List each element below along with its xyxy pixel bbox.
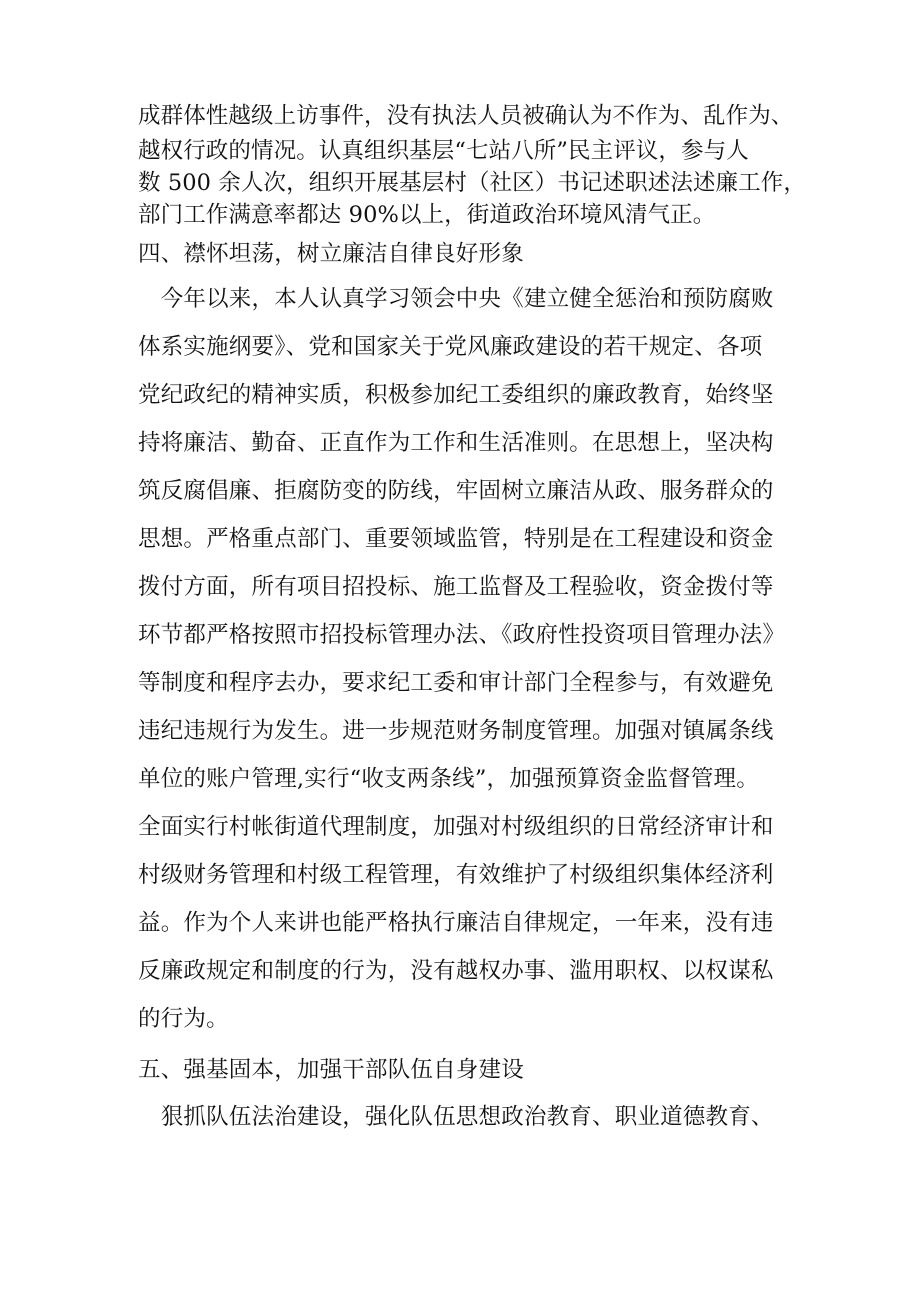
text-line: 村级财务管理和村级工程管理，有效维护了村级组织集体经济利: [138, 862, 774, 888]
text-line: 违纪违规行为发生。进一步规范财务制度管理。加强对镇属条线: [138, 718, 774, 744]
text-line: 益。作为个人来讲也能严格执行廉洁自律规定，一年来，没有违: [138, 910, 774, 936]
text-line: 越权行政的情况。认真组织基层“七站八所”民主评议，参与人: [138, 138, 749, 164]
text-line: 狠抓队伍法治建设，强化队伍思想政治教育、职业道德教育、: [138, 1104, 774, 1130]
text-line: 思想。严格重点部门、重要领域监管，特别是在工程建设和资金: [138, 526, 774, 552]
text-line: 筑反腐倡廉、拒腐防变的防线，牢固树立廉洁从政、服务群众的: [138, 478, 774, 504]
text-line: 体系实施纲要》、党和国家关于党风廉政建设的若干规定、各项: [138, 334, 763, 360]
text-line: 拨付方面，所有项目招投标、施工监督及工程验收，资金拨付等: [138, 574, 774, 600]
text-line: 环节都严格按照市招投标管理办法、《政府性投资项目管理办法》: [138, 622, 786, 648]
text-line: 数 500 余人次，组织开展基层村（社区）书记述职述法述廉工作，: [138, 170, 806, 196]
text-line: 的行为。: [138, 1006, 229, 1032]
text-line: 今年以来，本人认真学习领会中央《建立健全惩治和预防腐败: [138, 286, 774, 312]
text-line: 反廉政规定和制度的行为，没有越权办事、滥用职权、以权谋私: [138, 958, 774, 984]
text-line: 持将廉洁、勤奋、正直作为工作和生活准则。在思想上，坚决构: [138, 430, 774, 456]
text-line: 党纪政纪的精神实质，积极参加纪工委组织的廉政教育，始终坚: [138, 382, 774, 408]
section-four-heading: 四、襟怀坦荡，树立廉洁自律良好形象: [138, 241, 524, 267]
text-line: 等制度和程序去办，要求纪工委和审计部门全程参与，有效避免: [138, 670, 774, 696]
text-line: 全面实行村帐街道代理制度，加强对村级组织的日常经济审计和: [138, 814, 774, 840]
text-line: 单位的账户管理,实行“收支两条线”，加强预算资金监督管理。: [138, 766, 759, 792]
section-five-heading: 五、强基固本，加强干部队伍自身建设: [138, 1057, 524, 1083]
text-line: 部门工作满意率都达 90%以上，街道政治环境风清气正。: [138, 202, 716, 228]
text-line: 成群体性越级上访事件，没有执法人员被确认为不作为、乱作为、: [138, 103, 794, 129]
